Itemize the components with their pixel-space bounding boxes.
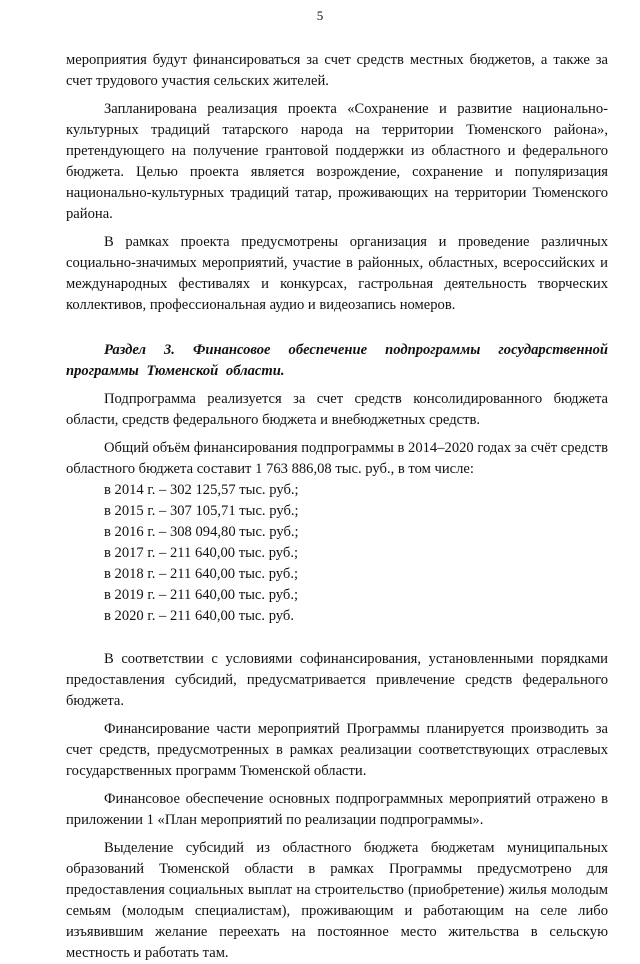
paragraph-appendix-reference: Финансовое обеспечение основных подпрограммных мероприятий отражено в приложении 1 «План мероприятий по реализации подпрограммы».: [66, 791, 608, 828]
funding-year-item: в 2015 г. – 307 105,71 тыс. руб.;: [104, 503, 299, 519]
paragraph-project: Запланирована реализация проекта «Сохранение и развитие национально-культурных традиций татарского народа на территории Тюменского района», претендующего на получение грантовой поддержки из областного и федерального бюджета. Целью проекта является возрождение, сохранение и популяризация национально-культурных традиций татар, проживающих на территории Тюменского района.: [66, 101, 608, 222]
paragraph-continuation: мероприятия будут финансироваться за счет средств местных бюджетов, а также за счет трудового участия сельских жителей.: [66, 52, 608, 89]
paragraph-subsidies: Выделение субсидий из областного бюджета бюджетам муниципальных образований Тюменской области в рамках Программы предусмотрено для предоставления социальных выплат на строительство (приобретение) жилья молодым семьям (молодым специалистам), проживающим и работающим на селе либо изъявившим желание переехать на постоянное место жительства в сельскую местность и работать там.: [66, 840, 608, 961]
page-number: 5: [316, 8, 324, 23]
paragraph-total-funding: Общий объём финансирования подпрограммы в 2014–2020 годах за счёт средств областного бюджета составит 1 763 886,08 тыс. руб., в том числе:: [66, 440, 608, 477]
funding-year-item: в 2016 г. – 308 094,80 тыс. руб.;: [104, 524, 299, 540]
funding-year-item: в 2014 г. – 302 125,57 тыс. руб.;: [104, 482, 299, 498]
paragraph-funding-sources: Подпрограмма реализуется за счет средств консолидированного бюджета области, средств федерального бюджета и внебюджетных средств.: [66, 391, 608, 428]
funding-by-year-list: [66, 480, 608, 627]
paragraph-program-financing: Финансирование части мероприятий Программы планируется производить за счет средств, предусмотренных в рамках реализации соответствующих отраслевых государственных программ Тюменской области.: [66, 721, 608, 779]
funding-year-item: в 2017 г. – 211 640,00 тыс. руб.;: [104, 545, 299, 561]
paragraph-project-activities: В рамках проекта предусмотрены организация и проведение различных социально-значимых мероприятий, участие в районных, областных, всероссийских и международных фестивалях и конкурсах, гастрольная деятельность творческих коллективов, профессиональная аудио и видеозапись номеров.: [66, 234, 608, 313]
funding-year-item: в 2018 г. – 211 640,00 тыс. руб.;: [104, 566, 299, 582]
funding-year-item: в 2020 г. – 211 640,00 тыс. руб.: [104, 608, 294, 624]
paragraph-cofinancing: В соответствии с условиями софинансирования, установленными порядками предоставления субсидий, предусматривается привлечение средств федерального бюджета.: [66, 651, 608, 709]
funding-year-item: в 2019 г. – 211 640,00 тыс. руб.;: [104, 587, 299, 603]
section-heading: Раздел 3. Финансовое обеспечение подпрограммы государственной программы Тюменской области.: [66, 342, 608, 379]
document-body: [66, 50, 608, 964]
